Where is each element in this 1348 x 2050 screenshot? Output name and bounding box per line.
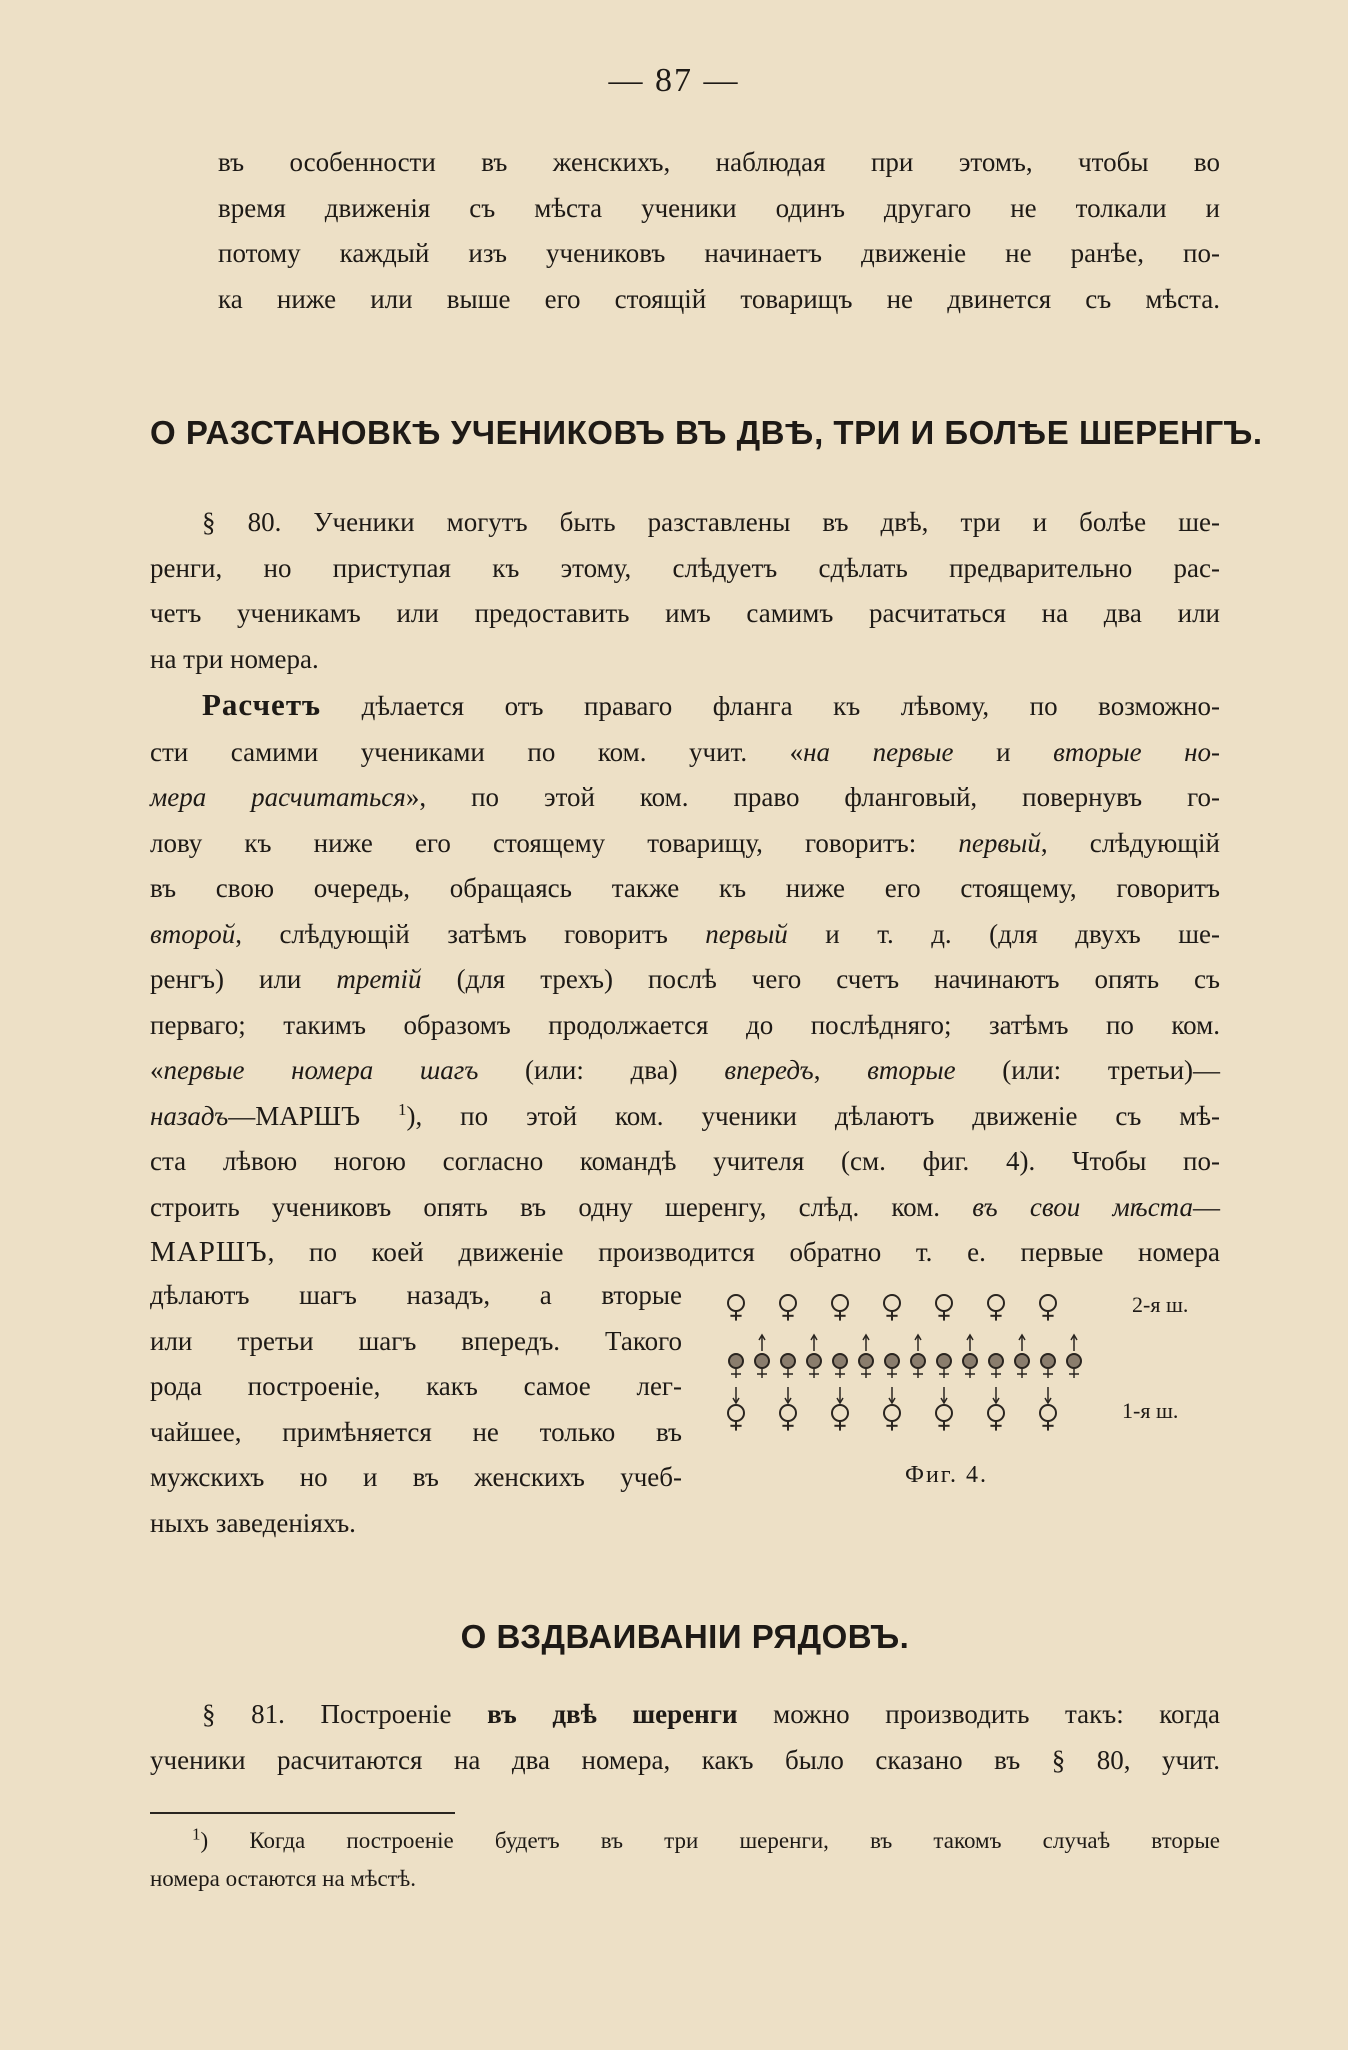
command-italic: мера расчитаться	[150, 782, 406, 812]
text-line	[150, 1094, 1220, 1140]
text-fragment: ), по этой ком. ученики дѣлаютъ движеніе съ мѣ-	[406, 1100, 1220, 1131]
text-fragment: (или: два)	[478, 1055, 725, 1085]
text-fragment: дѣлается отъ праваго фланга къ лѣвому, по возможно-	[321, 691, 1220, 721]
text-line: на три номера.	[150, 643, 319, 674]
text-line	[218, 140, 1220, 186]
text-line	[150, 1048, 1220, 1094]
text-line: дѣлаютъ шагъ назадъ, а вторые	[150, 1280, 682, 1310]
figure-symbol-first-rank	[988, 1405, 1004, 1431]
arrow-down	[941, 1387, 947, 1403]
text-fragment: (или: третьи)—	[955, 1055, 1221, 1085]
command-italic: второй	[150, 918, 236, 949]
text-line	[150, 1230, 1220, 1276]
text-line	[150, 730, 1220, 776]
paragraph-80	[150, 500, 1220, 682]
figure-symbol-second-rank	[780, 1295, 796, 1321]
figure-symbol-second-rank	[1040, 1295, 1056, 1321]
text-line	[150, 1185, 1220, 1231]
paragraph-raschet	[150, 682, 1220, 1276]
text-line: рода построеніе, какъ самое лег-	[150, 1371, 682, 1401]
text-line: ученики расчитаются на два номера, какъ было сказано въ § 80, учит.	[150, 1744, 1220, 1775]
text-fragment: ренгъ) или	[150, 964, 337, 994]
text-fragment: и т. д. (для двухъ ше-	[787, 918, 1221, 949]
text-fragment: —	[1193, 1191, 1221, 1222]
term-two-ranks: въ двѣ шеренги	[487, 1699, 738, 1729]
text-line	[218, 231, 1220, 277]
text-fragment: и	[953, 736, 1054, 767]
arrow-down	[837, 1387, 843, 1403]
figure-symbol-original-rank	[755, 1354, 769, 1378]
footnote-line: номера остаются на мѣстѣ.	[150, 1866, 416, 1891]
figure-symbol-original-rank	[885, 1354, 899, 1378]
figure-symbol-original-rank	[1041, 1354, 1055, 1378]
text-line: ныхъ заведеніяхъ.	[150, 1507, 356, 1538]
text-fragment: ,	[813, 1055, 868, 1085]
formation-diagram	[718, 1285, 1118, 1460]
arrow-up	[1019, 1335, 1025, 1351]
text-line	[150, 821, 1220, 867]
text-line	[150, 1692, 1220, 1738]
figure-symbol-first-rank	[728, 1405, 744, 1431]
command-italic: вторые	[867, 1055, 956, 1085]
text-fragment: , слѣдующій затѣмъ говоритъ	[235, 918, 706, 949]
command-italic: третій	[336, 964, 422, 994]
footnote	[150, 1822, 1220, 1898]
text-line: въ свою очередь, обращаясь также къ ниже его стоящему, говоритъ	[150, 873, 1220, 903]
term-raschet: Расчетъ	[202, 687, 322, 722]
text-line: мужскихъ но и въ женскихъ учеб-	[150, 1462, 682, 1492]
text-line	[150, 957, 1220, 1003]
arrow-down	[1045, 1387, 1051, 1403]
text-fragment: —МАРШЪ	[228, 1100, 399, 1131]
text-line	[150, 682, 1220, 730]
arrow-up	[915, 1335, 921, 1351]
footnote-text: ) Когда построеніе будетъ въ три шеренги, въ такомъ случаѣ вторые	[200, 1828, 1220, 1853]
command-italic: первые номера шагъ	[163, 1055, 479, 1085]
command-italic: впередъ	[724, 1055, 814, 1085]
arrow-up	[759, 1335, 765, 1351]
command-italic: назадъ	[150, 1100, 229, 1131]
text-line: чайшее, примѣняется не только въ	[150, 1416, 682, 1447]
command-italic: первый	[958, 827, 1041, 858]
figure-symbol-second-rank	[988, 1295, 1004, 1321]
row-label-second-rank: 2-я ш.	[1132, 1292, 1189, 1317]
text-line: § 80. Ученики могутъ быть разставлены въ двѣ, три и болѣе ше-	[202, 507, 1220, 537]
text-fragment: , слѣдующій	[1040, 827, 1220, 858]
figure-symbol-first-rank	[780, 1405, 796, 1431]
text-line-content: въ особенности въ женскихъ, наблюдая при этомъ, чтобы во	[218, 147, 1220, 177]
footnote-number: 1	[192, 1824, 201, 1844]
intro-paragraph	[218, 140, 1220, 322]
figure-symbol-first-rank	[936, 1405, 952, 1431]
footnote-marker[interactable]: 1	[398, 1099, 407, 1119]
text-line-content: время движенія съ мѣста ученики одинъ другаго не толкали и	[218, 192, 1220, 223]
text-line-content: ка ниже или выше его стоящій товарищъ не двинется съ мѣста.	[218, 283, 1220, 314]
arrow-down	[733, 1387, 739, 1403]
text-fragment: строить учениковъ опять въ одну шеренгу, слѣд. ком.	[150, 1191, 973, 1222]
text-fragment: можно производить такъ: когда	[737, 1699, 1221, 1729]
figure-symbol-original-rank	[1015, 1354, 1029, 1378]
figure-symbol-first-rank	[832, 1405, 848, 1431]
paragraph-raschet-wrap	[150, 1273, 682, 1546]
row-label-first-rank: 1-я ш.	[1122, 1398, 1179, 1423]
text-fragment: », по этой ком. право фланговый, повернувъ го-	[405, 782, 1220, 812]
arrow-up	[863, 1335, 869, 1351]
text-line	[150, 775, 1220, 821]
arrow-up	[967, 1335, 973, 1351]
command-italic: первый	[705, 918, 788, 949]
text-line: ста лѣвою ногою согласно командѣ учителя (см. фиг. 4). Чтобы по-	[150, 1146, 1220, 1176]
text-fragment: лову къ ниже его стоящему товарищу, говоритъ:	[150, 827, 959, 858]
command-marsh: МАРШЪ	[150, 1236, 268, 1268]
text-line	[218, 277, 1220, 323]
text-fragment: , по коей движеніе производится обратно т. е. первые номера	[267, 1237, 1220, 1267]
text-line: перваго; такимъ образомъ продолжается до послѣдняго; затѣмъ по ком.	[150, 1009, 1220, 1040]
text-line: или третьи шагъ впередъ. Такого	[150, 1325, 682, 1356]
figure-symbol-second-rank	[884, 1295, 900, 1321]
text-fragment: (для трехъ) послѣ чего счетъ начинаютъ опять съ	[421, 964, 1220, 994]
figure-symbol-original-rank	[781, 1354, 795, 1378]
figure-caption: Фиг. 4.	[905, 1462, 988, 1488]
figure-symbol-first-rank	[1040, 1405, 1056, 1431]
figure-symbol-second-rank	[832, 1295, 848, 1321]
paragraph-81	[150, 1692, 1220, 1783]
command-italic: на первые	[803, 736, 954, 767]
arrow-down	[785, 1387, 791, 1403]
figure-symbol-original-rank	[859, 1354, 873, 1378]
arrow-up	[1071, 1335, 1077, 1351]
text-line	[150, 912, 1220, 958]
footnote-line	[150, 1822, 1220, 1860]
figure-symbol-original-rank	[989, 1354, 1003, 1378]
arrow-down	[889, 1387, 895, 1403]
figure-symbol-original-rank	[937, 1354, 951, 1378]
command-italic: вторые но-	[1053, 736, 1221, 767]
text-fragment: «	[150, 1055, 164, 1085]
figure-symbol-original-rank	[963, 1354, 977, 1378]
text-line-content: потому каждый изъ учениковъ начинаетъ движеніе не ранѣе, по-	[218, 238, 1220, 268]
figure-symbol-second-rank	[936, 1295, 952, 1321]
figure-symbol-second-rank	[728, 1295, 744, 1321]
page-number: — 87 —	[608, 62, 740, 99]
footnote-rule	[150, 1812, 455, 1814]
figure-symbol-first-rank	[884, 1405, 900, 1431]
figure-symbol-original-rank	[833, 1354, 847, 1378]
text-line	[218, 186, 1220, 232]
text-line: ренги, но приступая къ этому, слѣдуетъ сдѣлать предварительно рас-	[150, 552, 1220, 583]
text-fragment: сти самими учениками по ком. учит. «	[150, 736, 804, 767]
section-heading-arrangement: О РАЗСТАНОВКѢ УЧЕНИКОВЪ ВЪ ДВѢ, ТРИ И БОЛѢЕ ШЕРЕНГЪ.	[150, 414, 1263, 451]
figure-symbol-original-rank	[729, 1354, 743, 1378]
section-heading-doubling: О ВЗДВАИВАНІИ РЯДОВЪ.	[460, 1618, 910, 1655]
arrow-down	[993, 1387, 999, 1403]
text-line: четъ ученикамъ или предоставить имъ самимъ расчитаться на два или	[150, 598, 1220, 628]
figure-symbol-original-rank	[1067, 1354, 1081, 1378]
figure-symbol-original-rank	[911, 1354, 925, 1378]
text-fragment: § 81. Построеніе	[202, 1699, 488, 1729]
figure-symbol-original-rank	[807, 1354, 821, 1378]
command-italic: въ свои мѣста	[972, 1191, 1194, 1222]
arrow-up	[811, 1335, 817, 1351]
